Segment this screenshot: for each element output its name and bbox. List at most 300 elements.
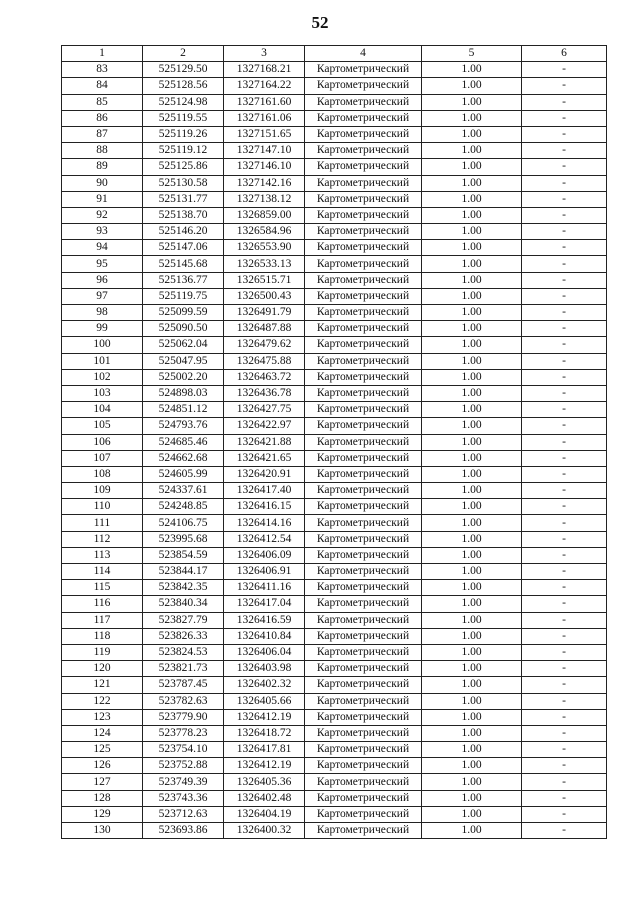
method-cell: Картометрический bbox=[305, 450, 422, 466]
table-row bbox=[62, 725, 607, 741]
table-row bbox=[62, 288, 607, 304]
x-coordinate-cell: 525062.04 bbox=[143, 337, 224, 353]
accuracy-cell: 1.00 bbox=[422, 337, 522, 353]
accuracy-cell: 1.00 bbox=[422, 450, 522, 466]
x-coordinate-cell: 525130.58 bbox=[143, 175, 224, 191]
accuracy-cell: 1.00 bbox=[422, 758, 522, 774]
point-number-cell: 92 bbox=[62, 207, 143, 223]
accuracy-cell: 1.00 bbox=[422, 272, 522, 288]
method-cell: Картометрический bbox=[305, 661, 422, 677]
table-row bbox=[62, 353, 607, 369]
y-coordinate-cell: 1327161.06 bbox=[224, 110, 305, 126]
method-cell: Картометрический bbox=[305, 353, 422, 369]
note-cell: - bbox=[522, 207, 607, 223]
accuracy-cell: 1.00 bbox=[422, 628, 522, 644]
x-coordinate-cell: 523826.33 bbox=[143, 628, 224, 644]
y-coordinate-cell: 1326405.66 bbox=[224, 693, 305, 709]
table-body bbox=[62, 62, 607, 839]
method-cell: Картометрический bbox=[305, 110, 422, 126]
note-cell: - bbox=[522, 709, 607, 725]
x-coordinate-cell: 523782.63 bbox=[143, 693, 224, 709]
note-cell: - bbox=[522, 758, 607, 774]
accuracy-cell: 1.00 bbox=[422, 207, 522, 223]
accuracy-cell: 1.00 bbox=[422, 466, 522, 482]
table-row bbox=[62, 62, 607, 78]
column-header: 5 bbox=[422, 46, 522, 62]
note-cell: - bbox=[522, 369, 607, 385]
y-coordinate-cell: 1327138.12 bbox=[224, 191, 305, 207]
accuracy-cell: 1.00 bbox=[422, 305, 522, 321]
point-number-cell: 101 bbox=[62, 353, 143, 369]
method-cell: Картометрический bbox=[305, 207, 422, 223]
method-cell: Картометрический bbox=[305, 709, 422, 725]
y-coordinate-cell: 1326405.36 bbox=[224, 774, 305, 790]
note-cell: - bbox=[522, 321, 607, 337]
note-cell: - bbox=[522, 272, 607, 288]
accuracy-cell: 1.00 bbox=[422, 126, 522, 142]
note-cell: - bbox=[522, 385, 607, 401]
accuracy-cell: 1.00 bbox=[422, 742, 522, 758]
accuracy-cell: 1.00 bbox=[422, 644, 522, 660]
table-row bbox=[62, 369, 607, 385]
table-row bbox=[62, 742, 607, 758]
method-cell: Картометрический bbox=[305, 224, 422, 240]
note-cell: - bbox=[522, 547, 607, 563]
accuracy-cell: 1.00 bbox=[422, 547, 522, 563]
note-cell: - bbox=[522, 725, 607, 741]
method-cell: Картометрический bbox=[305, 515, 422, 531]
table-row bbox=[62, 159, 607, 175]
x-coordinate-cell: 525125.86 bbox=[143, 159, 224, 175]
x-coordinate-cell: 524106.75 bbox=[143, 515, 224, 531]
note-cell: - bbox=[522, 175, 607, 191]
x-coordinate-cell: 525129.50 bbox=[143, 62, 224, 78]
x-coordinate-cell: 523754.10 bbox=[143, 742, 224, 758]
method-cell: Картометрический bbox=[305, 725, 422, 741]
x-coordinate-cell: 523840.34 bbox=[143, 596, 224, 612]
y-coordinate-cell: 1326427.75 bbox=[224, 402, 305, 418]
table-row bbox=[62, 644, 607, 660]
x-coordinate-cell: 525119.55 bbox=[143, 110, 224, 126]
method-cell: Картометрический bbox=[305, 612, 422, 628]
x-coordinate-cell: 523995.68 bbox=[143, 531, 224, 547]
x-coordinate-cell: 525138.70 bbox=[143, 207, 224, 223]
y-coordinate-cell: 1327146.10 bbox=[224, 159, 305, 175]
point-number-cell: 118 bbox=[62, 628, 143, 644]
x-coordinate-cell: 524248.85 bbox=[143, 499, 224, 515]
point-number-cell: 114 bbox=[62, 564, 143, 580]
column-header: 2 bbox=[143, 46, 224, 62]
note-cell: - bbox=[522, 337, 607, 353]
method-cell: Картометрический bbox=[305, 369, 422, 385]
accuracy-cell: 1.00 bbox=[422, 256, 522, 272]
y-coordinate-cell: 1326404.19 bbox=[224, 806, 305, 822]
x-coordinate-cell: 523779.90 bbox=[143, 709, 224, 725]
x-coordinate-cell: 525119.26 bbox=[143, 126, 224, 142]
table-row bbox=[62, 143, 607, 159]
point-number-cell: 122 bbox=[62, 693, 143, 709]
y-coordinate-cell: 1326479.62 bbox=[224, 337, 305, 353]
x-coordinate-cell: 525131.77 bbox=[143, 191, 224, 207]
note-cell: - bbox=[522, 159, 607, 175]
y-coordinate-cell: 1326418.72 bbox=[224, 725, 305, 741]
table-row bbox=[62, 191, 607, 207]
note-cell: - bbox=[522, 62, 607, 78]
y-coordinate-cell: 1326421.88 bbox=[224, 434, 305, 450]
accuracy-cell: 1.00 bbox=[422, 709, 522, 725]
point-number-cell: 112 bbox=[62, 531, 143, 547]
note-cell: - bbox=[522, 450, 607, 466]
point-number-cell: 96 bbox=[62, 272, 143, 288]
note-cell: - bbox=[522, 240, 607, 256]
x-coordinate-cell: 525128.56 bbox=[143, 78, 224, 94]
table-row bbox=[62, 126, 607, 142]
method-cell: Картометрический bbox=[305, 321, 422, 337]
method-cell: Картометрический bbox=[305, 159, 422, 175]
method-cell: Картометрический bbox=[305, 94, 422, 110]
x-coordinate-cell: 524662.68 bbox=[143, 450, 224, 466]
method-cell: Картометрический bbox=[305, 305, 422, 321]
x-coordinate-cell: 523693.86 bbox=[143, 823, 224, 839]
column-header: 6 bbox=[522, 46, 607, 62]
table-row bbox=[62, 385, 607, 401]
note-cell: - bbox=[522, 499, 607, 515]
accuracy-cell: 1.00 bbox=[422, 288, 522, 304]
accuracy-cell: 1.00 bbox=[422, 483, 522, 499]
table-row bbox=[62, 580, 607, 596]
method-cell: Картометрический bbox=[305, 62, 422, 78]
column-header: 4 bbox=[305, 46, 422, 62]
accuracy-cell: 1.00 bbox=[422, 62, 522, 78]
table-row bbox=[62, 531, 607, 547]
accuracy-cell: 1.00 bbox=[422, 143, 522, 159]
x-coordinate-cell: 525147.06 bbox=[143, 240, 224, 256]
accuracy-cell: 1.00 bbox=[422, 580, 522, 596]
note-cell: - bbox=[522, 742, 607, 758]
x-coordinate-cell: 523778.23 bbox=[143, 725, 224, 741]
x-coordinate-cell: 525119.12 bbox=[143, 143, 224, 159]
accuracy-cell: 1.00 bbox=[422, 321, 522, 337]
point-number-cell: 111 bbox=[62, 515, 143, 531]
point-number-cell: 104 bbox=[62, 402, 143, 418]
accuracy-cell: 1.00 bbox=[422, 677, 522, 693]
table-row bbox=[62, 337, 607, 353]
table-row bbox=[62, 661, 607, 677]
method-cell: Картометрический bbox=[305, 191, 422, 207]
point-number-cell: 85 bbox=[62, 94, 143, 110]
note-cell: - bbox=[522, 143, 607, 159]
point-number-cell: 109 bbox=[62, 483, 143, 499]
x-coordinate-cell: 525145.68 bbox=[143, 256, 224, 272]
method-cell: Картометрический bbox=[305, 385, 422, 401]
table-row bbox=[62, 418, 607, 434]
note-cell: - bbox=[522, 661, 607, 677]
table-row bbox=[62, 402, 607, 418]
y-coordinate-cell: 1326487.88 bbox=[224, 321, 305, 337]
note-cell: - bbox=[522, 774, 607, 790]
table-row bbox=[62, 499, 607, 515]
accuracy-cell: 1.00 bbox=[422, 531, 522, 547]
note-cell: - bbox=[522, 612, 607, 628]
table-row bbox=[62, 94, 607, 110]
y-coordinate-cell: 1327168.21 bbox=[224, 62, 305, 78]
accuracy-cell: 1.00 bbox=[422, 94, 522, 110]
accuracy-cell: 1.00 bbox=[422, 693, 522, 709]
accuracy-cell: 1.00 bbox=[422, 385, 522, 401]
method-cell: Картометрический bbox=[305, 256, 422, 272]
y-coordinate-cell: 1326416.59 bbox=[224, 612, 305, 628]
note-cell: - bbox=[522, 110, 607, 126]
point-number-cell: 97 bbox=[62, 288, 143, 304]
point-number-cell: 119 bbox=[62, 644, 143, 660]
point-number-cell: 88 bbox=[62, 143, 143, 159]
note-cell: - bbox=[522, 596, 607, 612]
note-cell: - bbox=[522, 483, 607, 499]
x-coordinate-cell: 525119.75 bbox=[143, 288, 224, 304]
y-coordinate-cell: 1326533.13 bbox=[224, 256, 305, 272]
y-coordinate-cell: 1327161.60 bbox=[224, 94, 305, 110]
accuracy-cell: 1.00 bbox=[422, 224, 522, 240]
y-coordinate-cell: 1327147.10 bbox=[224, 143, 305, 159]
method-cell: Картометрический bbox=[305, 499, 422, 515]
point-number-cell: 89 bbox=[62, 159, 143, 175]
note-cell: - bbox=[522, 418, 607, 434]
point-number-cell: 120 bbox=[62, 661, 143, 677]
x-coordinate-cell: 523824.53 bbox=[143, 644, 224, 660]
note-cell: - bbox=[522, 191, 607, 207]
point-number-cell: 102 bbox=[62, 369, 143, 385]
accuracy-cell: 1.00 bbox=[422, 240, 522, 256]
x-coordinate-cell: 524898.03 bbox=[143, 385, 224, 401]
point-number-cell: 93 bbox=[62, 224, 143, 240]
x-coordinate-cell: 524337.61 bbox=[143, 483, 224, 499]
table-row bbox=[62, 547, 607, 563]
x-coordinate-cell: 523854.59 bbox=[143, 547, 224, 563]
point-number-cell: 123 bbox=[62, 709, 143, 725]
accuracy-cell: 1.00 bbox=[422, 725, 522, 741]
accuracy-cell: 1.00 bbox=[422, 596, 522, 612]
y-coordinate-cell: 1326402.32 bbox=[224, 677, 305, 693]
table-row bbox=[62, 305, 607, 321]
note-cell: - bbox=[522, 224, 607, 240]
x-coordinate-cell: 525099.59 bbox=[143, 305, 224, 321]
method-cell: Картометрический bbox=[305, 288, 422, 304]
method-cell: Картометрический bbox=[305, 790, 422, 806]
x-coordinate-cell: 523844.17 bbox=[143, 564, 224, 580]
accuracy-cell: 1.00 bbox=[422, 418, 522, 434]
x-coordinate-cell: 523749.39 bbox=[143, 774, 224, 790]
table-row bbox=[62, 677, 607, 693]
note-cell: - bbox=[522, 515, 607, 531]
table-row bbox=[62, 628, 607, 644]
point-number-cell: 90 bbox=[62, 175, 143, 191]
x-coordinate-cell: 525136.77 bbox=[143, 272, 224, 288]
y-coordinate-cell: 1326403.98 bbox=[224, 661, 305, 677]
point-number-cell: 84 bbox=[62, 78, 143, 94]
x-coordinate-cell: 525090.50 bbox=[143, 321, 224, 337]
y-coordinate-cell: 1326553.90 bbox=[224, 240, 305, 256]
accuracy-cell: 1.00 bbox=[422, 78, 522, 94]
point-number-cell: 108 bbox=[62, 466, 143, 482]
note-cell: - bbox=[522, 531, 607, 547]
x-coordinate-cell: 525124.98 bbox=[143, 94, 224, 110]
x-coordinate-cell: 523712.63 bbox=[143, 806, 224, 822]
x-coordinate-cell: 523743.36 bbox=[143, 790, 224, 806]
method-cell: Картометрический bbox=[305, 628, 422, 644]
accuracy-cell: 1.00 bbox=[422, 434, 522, 450]
y-coordinate-cell: 1326417.81 bbox=[224, 742, 305, 758]
x-coordinate-cell: 524851.12 bbox=[143, 402, 224, 418]
point-number-cell: 128 bbox=[62, 790, 143, 806]
point-number-cell: 127 bbox=[62, 774, 143, 790]
note-cell: - bbox=[522, 78, 607, 94]
method-cell: Картометрический bbox=[305, 337, 422, 353]
point-number-cell: 117 bbox=[62, 612, 143, 628]
note-cell: - bbox=[522, 806, 607, 822]
table-row bbox=[62, 612, 607, 628]
table-header bbox=[62, 46, 607, 62]
table-row bbox=[62, 564, 607, 580]
point-number-cell: 125 bbox=[62, 742, 143, 758]
method-cell: Картометрический bbox=[305, 677, 422, 693]
accuracy-cell: 1.00 bbox=[422, 823, 522, 839]
accuracy-cell: 1.00 bbox=[422, 110, 522, 126]
y-coordinate-cell: 1326412.54 bbox=[224, 531, 305, 547]
method-cell: Картометрический bbox=[305, 466, 422, 482]
x-coordinate-cell: 523787.45 bbox=[143, 677, 224, 693]
point-number-cell: 105 bbox=[62, 418, 143, 434]
point-number-cell: 86 bbox=[62, 110, 143, 126]
accuracy-cell: 1.00 bbox=[422, 790, 522, 806]
note-cell: - bbox=[522, 402, 607, 418]
x-coordinate-cell: 523827.79 bbox=[143, 612, 224, 628]
y-coordinate-cell: 1326400.32 bbox=[224, 823, 305, 839]
x-coordinate-cell: 525146.20 bbox=[143, 224, 224, 240]
accuracy-cell: 1.00 bbox=[422, 564, 522, 580]
y-coordinate-cell: 1326411.16 bbox=[224, 580, 305, 596]
y-coordinate-cell: 1326463.72 bbox=[224, 369, 305, 385]
point-number-cell: 106 bbox=[62, 434, 143, 450]
x-coordinate-cell: 524793.76 bbox=[143, 418, 224, 434]
header-row bbox=[62, 46, 607, 62]
table-row bbox=[62, 515, 607, 531]
note-cell: - bbox=[522, 94, 607, 110]
method-cell: Картометрический bbox=[305, 175, 422, 191]
accuracy-cell: 1.00 bbox=[422, 774, 522, 790]
accuracy-cell: 1.00 bbox=[422, 353, 522, 369]
method-cell: Картометрический bbox=[305, 644, 422, 660]
method-cell: Картометрический bbox=[305, 78, 422, 94]
table-row bbox=[62, 709, 607, 725]
x-coordinate-cell: 524685.46 bbox=[143, 434, 224, 450]
accuracy-cell: 1.00 bbox=[422, 499, 522, 515]
table-row bbox=[62, 790, 607, 806]
point-number-cell: 95 bbox=[62, 256, 143, 272]
note-cell: - bbox=[522, 126, 607, 142]
point-number-cell: 124 bbox=[62, 725, 143, 741]
point-number-cell: 121 bbox=[62, 677, 143, 693]
x-coordinate-cell: 525002.20 bbox=[143, 369, 224, 385]
point-number-cell: 116 bbox=[62, 596, 143, 612]
point-number-cell: 115 bbox=[62, 580, 143, 596]
method-cell: Картометрический bbox=[305, 434, 422, 450]
accuracy-cell: 1.00 bbox=[422, 515, 522, 531]
note-cell: - bbox=[522, 790, 607, 806]
method-cell: Картометрический bbox=[305, 402, 422, 418]
x-coordinate-cell: 523752.88 bbox=[143, 758, 224, 774]
method-cell: Картометрический bbox=[305, 742, 422, 758]
method-cell: Картометрический bbox=[305, 126, 422, 142]
y-coordinate-cell: 1326422.97 bbox=[224, 418, 305, 434]
y-coordinate-cell: 1326414.16 bbox=[224, 515, 305, 531]
accuracy-cell: 1.00 bbox=[422, 402, 522, 418]
x-coordinate-cell: 523842.35 bbox=[143, 580, 224, 596]
point-number-cell: 107 bbox=[62, 450, 143, 466]
accuracy-cell: 1.00 bbox=[422, 369, 522, 385]
accuracy-cell: 1.00 bbox=[422, 175, 522, 191]
method-cell: Картометрический bbox=[305, 774, 422, 790]
method-cell: Картометрический bbox=[305, 693, 422, 709]
table-row bbox=[62, 224, 607, 240]
table-row bbox=[62, 207, 607, 223]
accuracy-cell: 1.00 bbox=[422, 612, 522, 628]
point-number-cell: 130 bbox=[62, 823, 143, 839]
point-number-cell: 100 bbox=[62, 337, 143, 353]
table-row bbox=[62, 450, 607, 466]
y-coordinate-cell: 1326406.91 bbox=[224, 564, 305, 580]
x-coordinate-cell: 525047.95 bbox=[143, 353, 224, 369]
method-cell: Картометрический bbox=[305, 143, 422, 159]
y-coordinate-cell: 1326402.48 bbox=[224, 790, 305, 806]
y-coordinate-cell: 1326859.00 bbox=[224, 207, 305, 223]
y-coordinate-cell: 1327151.65 bbox=[224, 126, 305, 142]
method-cell: Картометрический bbox=[305, 823, 422, 839]
point-number-cell: 83 bbox=[62, 62, 143, 78]
coordinates-table bbox=[61, 45, 607, 839]
y-coordinate-cell: 1326421.65 bbox=[224, 450, 305, 466]
accuracy-cell: 1.00 bbox=[422, 661, 522, 677]
method-cell: Картометрический bbox=[305, 758, 422, 774]
note-cell: - bbox=[522, 693, 607, 709]
note-cell: - bbox=[522, 644, 607, 660]
y-coordinate-cell: 1326412.19 bbox=[224, 758, 305, 774]
y-coordinate-cell: 1326417.04 bbox=[224, 596, 305, 612]
accuracy-cell: 1.00 bbox=[422, 159, 522, 175]
method-cell: Картометрический bbox=[305, 272, 422, 288]
method-cell: Картометрический bbox=[305, 240, 422, 256]
table-row bbox=[62, 774, 607, 790]
note-cell: - bbox=[522, 823, 607, 839]
note-cell: - bbox=[522, 288, 607, 304]
y-coordinate-cell: 1326436.78 bbox=[224, 385, 305, 401]
point-number-cell: 103 bbox=[62, 385, 143, 401]
y-coordinate-cell: 1326420.91 bbox=[224, 466, 305, 482]
note-cell: - bbox=[522, 434, 607, 450]
note-cell: - bbox=[522, 564, 607, 580]
table-row bbox=[62, 321, 607, 337]
point-number-cell: 98 bbox=[62, 305, 143, 321]
method-cell: Картометрический bbox=[305, 483, 422, 499]
note-cell: - bbox=[522, 353, 607, 369]
x-coordinate-cell: 523821.73 bbox=[143, 661, 224, 677]
table-row bbox=[62, 240, 607, 256]
table-row bbox=[62, 110, 607, 126]
method-cell: Картометрический bbox=[305, 806, 422, 822]
table-row bbox=[62, 483, 607, 499]
y-coordinate-cell: 1326475.88 bbox=[224, 353, 305, 369]
table-row bbox=[62, 434, 607, 450]
note-cell: - bbox=[522, 628, 607, 644]
